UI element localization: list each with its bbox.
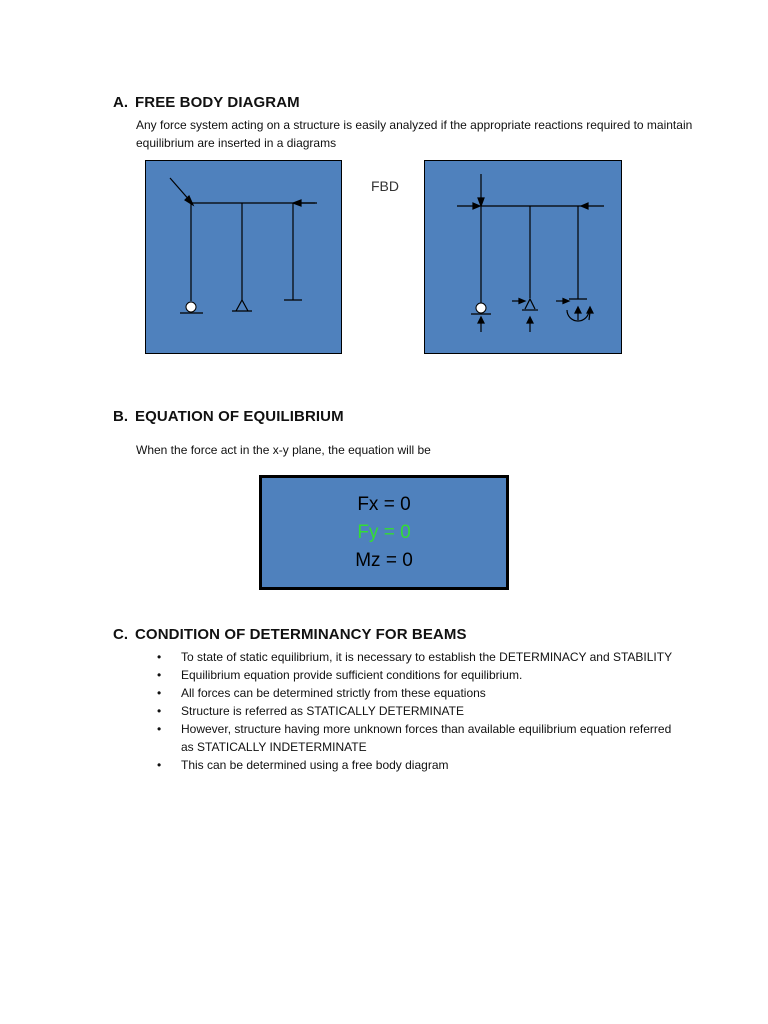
section-b-heading xyxy=(113,408,344,425)
fbd-label: FBD xyxy=(371,178,399,194)
list-item xyxy=(155,684,675,702)
determinacy-bullet-list xyxy=(155,648,675,774)
section-b-letter: B. xyxy=(113,408,129,425)
bullet-icon: • xyxy=(157,650,162,664)
free-body-diagram xyxy=(424,160,622,354)
bullet-icon: • xyxy=(157,668,162,682)
section-c-title: CONDITION OF DETERMINANCY FOR BEAMS xyxy=(135,626,467,643)
equation-fx: Fx = 0 xyxy=(357,493,411,515)
list-item xyxy=(155,666,675,684)
list-item-text: Structure is referred as STATICALLY DETERMINATE xyxy=(181,704,464,718)
list-item xyxy=(155,720,675,756)
section-b-title: EQUATION OF EQUILIBRIUM xyxy=(135,408,344,425)
list-item-text: To state of static equilibrium, it is necessary to establish the DETERMINACY and STABILITY xyxy=(181,650,673,664)
list-item-text: All forces can be determined strictly from these equations xyxy=(181,686,486,700)
section-a-letter: A. xyxy=(113,94,129,111)
structure-diagram xyxy=(145,160,342,354)
list-item-text: Equilibrium equation provide sufficient conditions for equilibrium. xyxy=(181,668,523,682)
section-a-text: Any force system acting on a structure is easily analyzed if the appropriate reactions required to maintain equilibrium are inserted in a diagrams xyxy=(136,118,693,150)
section-b-text: When the force act in the x-y plane, the equation will be xyxy=(136,443,431,457)
bullet-icon: • xyxy=(157,704,162,718)
section-a-heading xyxy=(113,94,300,111)
list-item xyxy=(155,756,675,774)
bullet-icon: • xyxy=(157,686,162,700)
equation-mz: Mz = 0 xyxy=(355,549,413,571)
fbd-roller-support xyxy=(476,303,486,313)
section-a-title: FREE BODY DIAGRAM xyxy=(135,94,300,111)
section-c-heading xyxy=(113,626,467,643)
section-c-letter: C. xyxy=(113,626,129,643)
equilibrium-equations-box xyxy=(259,475,509,590)
equation-fy: Fy = 0 xyxy=(357,521,411,543)
list-item-text: However, structure having more unknown forces than available equilibrium equation referred as STATICALLY INDETERMINATE xyxy=(181,722,672,754)
list-item-text: This can be determined using a free body diagram xyxy=(181,758,449,772)
list-item xyxy=(155,702,675,720)
diagram-panel xyxy=(146,161,342,354)
bullet-icon: • xyxy=(157,758,162,772)
bullet-icon: • xyxy=(157,722,162,736)
list-item xyxy=(155,648,675,666)
roller-support xyxy=(186,302,196,312)
fbd-panel xyxy=(425,161,622,354)
